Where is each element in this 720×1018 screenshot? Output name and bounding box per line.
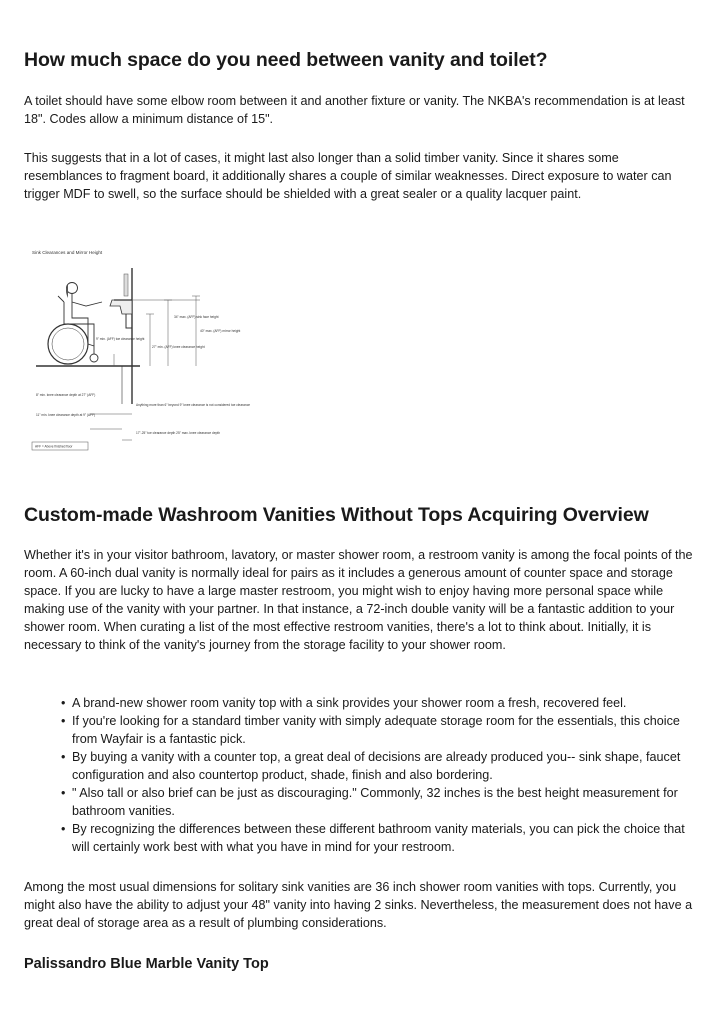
label-toe-depth: 17"-25" toe clearance depth 25" max. knee clearance depth: [136, 431, 221, 435]
paragraph: Whether it's in your visitor bathroom, lavatory, or master shower room, a restroom vanity is among the focal points of the room. A 60-inch dual vanity is normally ideal for pairs as it includes a generous amount of counter space and storage space. If you are lucky to have a large master restroom, you might wish to enjoy having more personal space while making use of the vanity with your partner. In that instance, a 72-inch double vanity will be a fantastic addition to your shower room. When curating a list of the most effective restroom vanities, there's a lot to think about. Initially, it is necessary to think of the vanity's journey from the storage facility to your shower room.: [24, 548, 693, 652]
label-sink-face: 34" max. (AFF) sink face height: [174, 315, 219, 319]
paragraph: A toilet should have some elbow room between it and another fixture or vanity. The NKBA's recommendation is at least 18". Codes allow a minimum distance of 15".: [24, 94, 685, 126]
section-heading: Custom-made Washroom Vanities Without Tops Acquiring Overview: [24, 504, 649, 526]
label-knee-depth-11: 11" min. knee clearance depth at 9" (AFF): [36, 413, 96, 417]
list-item: • " Also tall or also brief can be just as discouraging." Commonly, 32 inches is the best height measurement for bathroom vanities.: [72, 784, 696, 820]
diagram-title: Sink Clearances and Mirror Height: [32, 250, 103, 255]
paragraph: This suggests that in a lot of cases, it might last also longer than a solid timber vanity. Since it shares some resemblances to fragment board, it additionally shares a couple of similar weaknesses. Direct exposure to water can trigger MDF to swell, so the surface should be shielded with a great sealer or a quality lacquer paint.: [24, 151, 672, 201]
wheelchair-user-figure: [48, 283, 102, 365]
sink: [110, 300, 132, 314]
label-knee-depth-8: 8" min. knee clearance depth at 27" (AFF): [36, 393, 96, 397]
list-item: • A brand-new shower room vanity top with a sink provides your shower room a fresh, recovered feel.: [72, 694, 696, 712]
label-toe: 9" min. (AFF) toe clearance height: [96, 337, 145, 341]
list-item: • By recognizing the differences between these different bathroom vanity materials, you can pick the choice that will certainly work best with what you have in mind for your restroom.: [72, 820, 696, 856]
section-heading: How much space do you need between vanity and toilet?: [24, 49, 548, 71]
list-item: • By buying a vanity with a counter top, a great deal of decisions are already produced you-- sink shape, faucet configuration and also countertop product, shade, finish and also bordering.: [72, 748, 696, 784]
list-item: • If you're looking for a standard timber vanity with simply adequate storage room for the essentials, this choice from Wayfair is a fantastic pick.: [72, 712, 696, 748]
mirror: [124, 274, 128, 296]
paragraph: Among the most usual dimensions for solitary sink vanities are 36 inch shower room vanities with tops. Currently, you might also have the ability to adjust your 48" vanity into having 2 sinks. Nevertheless, the measurement does not have a great deal of storage area as a result of plumbing considerations.: [24, 880, 693, 930]
bullet-list: [24, 694, 696, 856]
label-beyond: Anything more than 6" beyond 9" knee clearance is not considered toe clearance: [136, 403, 251, 407]
sink-clearance-diagram: [28, 244, 268, 456]
drain-pipe: [126, 314, 132, 328]
legend-text: AFF = Above finished floor: [35, 444, 73, 449]
subsection-heading: Palissandro Blue Marble Vanity Top: [24, 956, 269, 972]
label-knee: 27" min. (AFF) knee clearance height: [152, 345, 205, 349]
label-mirror: 40" max. (AFF) mirror height: [200, 329, 241, 333]
